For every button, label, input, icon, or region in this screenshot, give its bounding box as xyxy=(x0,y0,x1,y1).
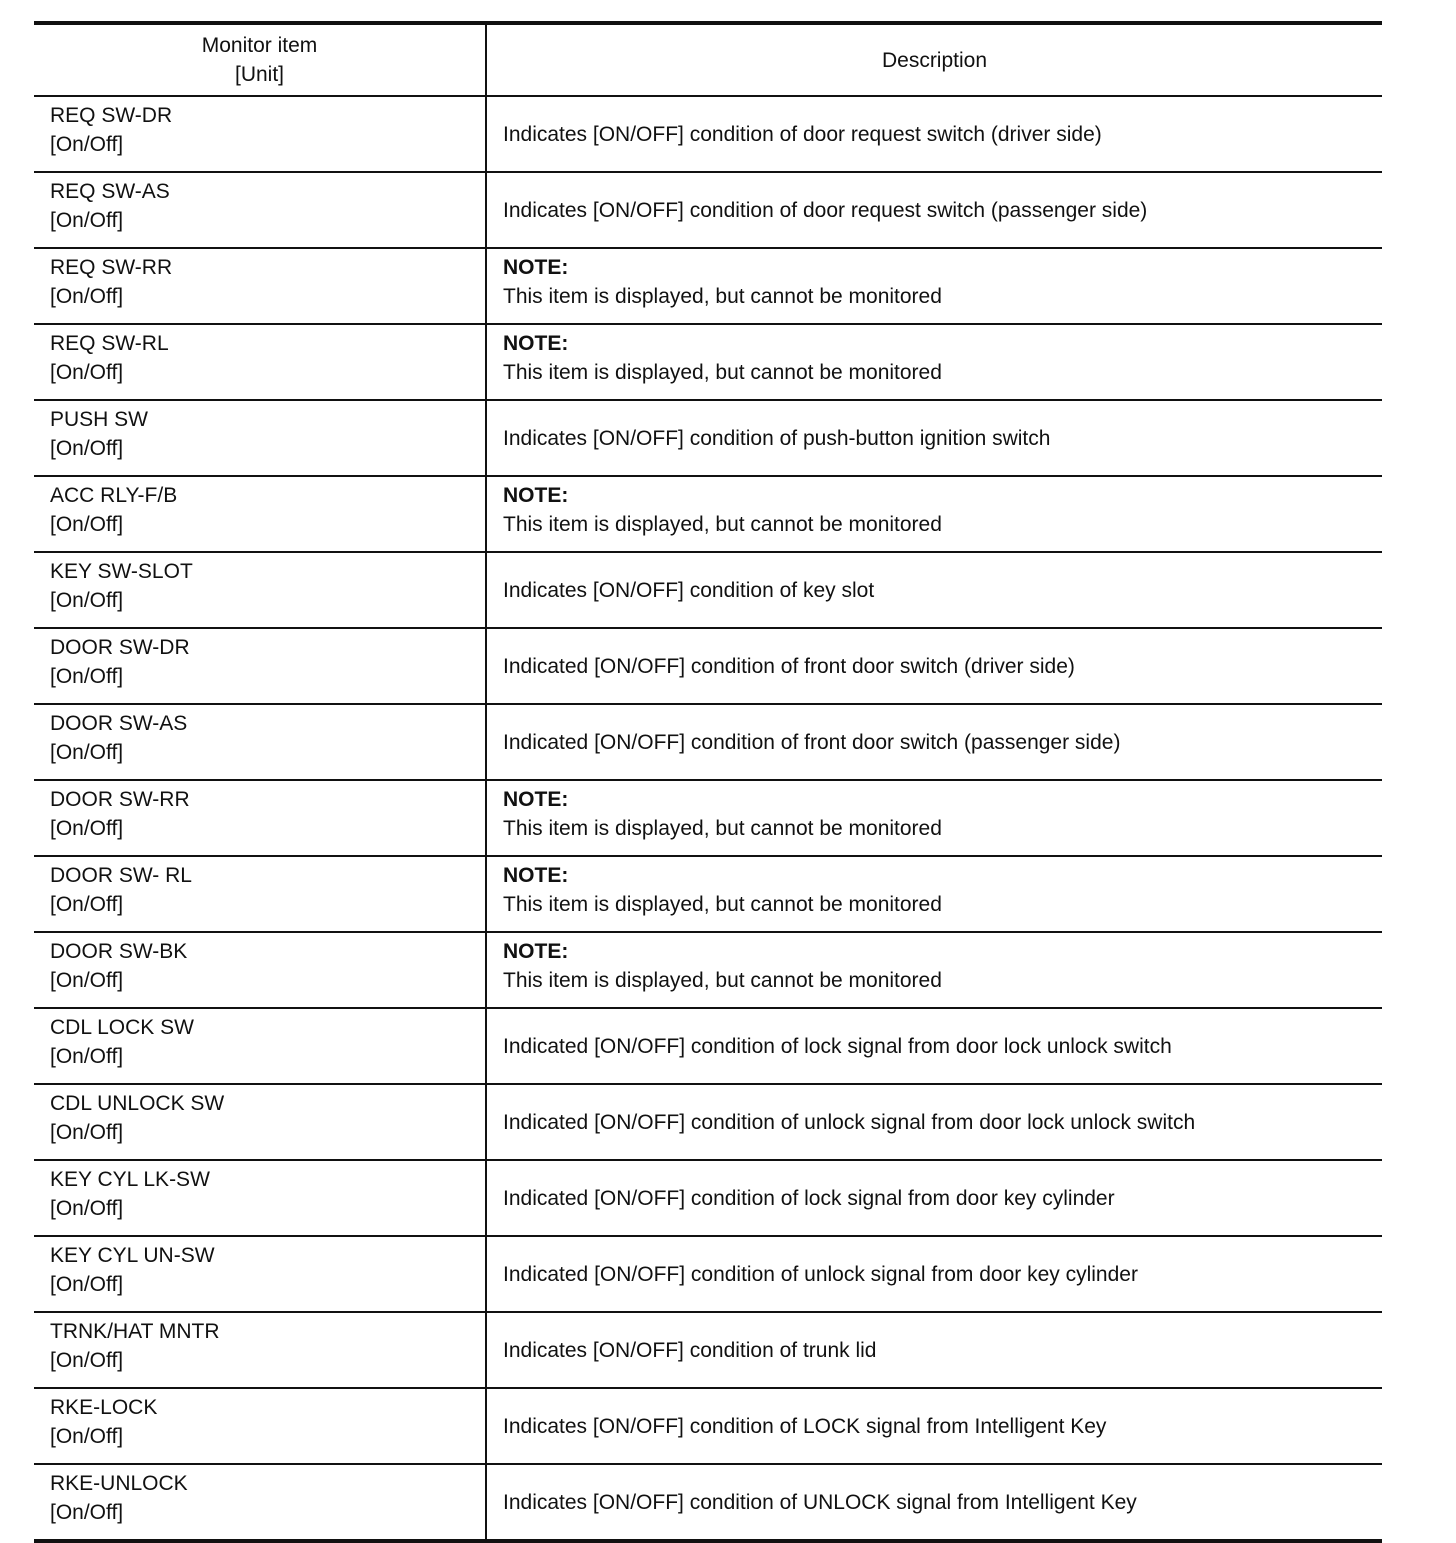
monitor-item-cell xyxy=(34,1160,486,1236)
description-text: Indicated [ON/OFF] condition of front door switch (passenger side) xyxy=(503,730,1121,754)
description-text: This item is displayed, but cannot be monitored xyxy=(503,513,942,536)
header-unit-label: [Unit] xyxy=(234,63,284,86)
monitor-item-name: DOOR SW-AS xyxy=(50,712,188,735)
monitor-item-name: REQ SW-RL xyxy=(50,332,169,355)
monitor-item-unit: [On/Off] xyxy=(50,1501,124,1524)
monitor-item-name: REQ SW-AS xyxy=(50,180,170,203)
monitor-item-name: DOOR SW- RL xyxy=(50,864,192,887)
monitor-item-table xyxy=(34,21,1382,1543)
monitor-item-name: REQ SW-RR xyxy=(50,256,173,279)
description-text: Indicated [ON/OFF] condition of unlock signal from door key cylinder xyxy=(503,1262,1138,1286)
table-row xyxy=(34,704,1382,780)
monitor-item-name: CDL UNLOCK SW xyxy=(50,1092,225,1115)
monitor-item-name: REQ SW-DR xyxy=(50,104,173,127)
monitor-item-cell xyxy=(34,476,486,552)
monitor-item-cell xyxy=(34,248,486,324)
description-cell xyxy=(486,1084,1382,1160)
description-cell xyxy=(486,932,1382,1008)
description-text: Indicates [ON/OFF] condition of key slot xyxy=(503,578,875,602)
description-cell xyxy=(486,704,1382,780)
monitor-item-name: CDL LOCK SW xyxy=(50,1016,194,1039)
monitor-item-cell xyxy=(34,400,486,476)
note-label: NOTE: xyxy=(503,484,569,507)
monitor-item-cell xyxy=(34,780,486,856)
monitor-item-cell xyxy=(34,96,486,172)
monitor-item-name: TRNK/HAT MNTR xyxy=(50,1320,220,1343)
monitor-item-cell xyxy=(34,172,486,248)
table-row xyxy=(34,628,1382,704)
monitor-item-cell xyxy=(34,1008,486,1084)
description-cell xyxy=(486,324,1382,400)
monitor-item-name: KEY CYL LK-SW xyxy=(50,1168,210,1191)
monitor-item-cell xyxy=(34,932,486,1008)
description-cell xyxy=(486,248,1382,324)
monitor-item-name: PUSH SW xyxy=(50,408,149,431)
description-cell xyxy=(486,780,1382,856)
monitor-item-name: ACC RLY-F/B xyxy=(50,484,178,507)
description-text: This item is displayed, but cannot be monitored xyxy=(503,969,942,992)
monitor-item-unit: [On/Off] xyxy=(50,209,124,232)
description-cell xyxy=(486,400,1382,476)
description-text: This item is displayed, but cannot be monitored xyxy=(503,817,942,840)
table-row xyxy=(34,780,1382,856)
description-cell xyxy=(486,1388,1382,1464)
header-monitor-item xyxy=(34,23,486,96)
note-label: NOTE: xyxy=(503,788,569,811)
table-row xyxy=(34,1388,1382,1464)
monitor-item-unit: [On/Off] xyxy=(50,817,124,840)
monitor-item-cell xyxy=(34,1464,486,1541)
table-row xyxy=(34,1008,1382,1084)
description-text: Indicates [ON/OFF] condition of LOCK signal from Intelligent Key xyxy=(503,1414,1107,1438)
monitor-item-cell xyxy=(34,324,486,400)
description-cell xyxy=(486,1236,1382,1312)
monitor-item-name: KEY CYL UN-SW xyxy=(50,1244,215,1267)
monitor-item-unit: [On/Off] xyxy=(50,513,124,536)
table-row xyxy=(34,400,1382,476)
table-row xyxy=(34,552,1382,628)
note-label: NOTE: xyxy=(503,256,569,279)
description-cell xyxy=(486,552,1382,628)
monitor-item-cell xyxy=(34,1084,486,1160)
monitor-item-unit: [On/Off] xyxy=(50,1197,124,1220)
description-text: Indicates [ON/OFF] condition of door request switch (passenger side) xyxy=(503,198,1148,222)
monitor-item-cell xyxy=(34,1312,486,1388)
description-text: Indicates [ON/OFF] condition of UNLOCK signal from Intelligent Key xyxy=(503,1490,1137,1514)
table-body xyxy=(34,96,1382,1541)
table-row xyxy=(34,1160,1382,1236)
monitor-item-unit: [On/Off] xyxy=(50,1349,124,1372)
monitor-item-name: RKE-UNLOCK xyxy=(50,1472,188,1495)
table-row xyxy=(34,1312,1382,1388)
table-row xyxy=(34,172,1382,248)
description-text: Indicates [ON/OFF] condition of door request switch (driver side) xyxy=(503,122,1102,146)
description-cell xyxy=(486,1464,1382,1541)
description-cell xyxy=(486,1008,1382,1084)
monitor-item-cell xyxy=(34,704,486,780)
monitor-item-unit: [On/Off] xyxy=(50,741,124,764)
monitor-item-name: DOOR SW-BK xyxy=(50,940,188,963)
monitor-item-cell xyxy=(34,1236,486,1312)
table-row xyxy=(34,856,1382,932)
note-label: NOTE: xyxy=(503,332,569,355)
monitor-item-unit: [On/Off] xyxy=(50,285,124,308)
monitor-item-name: DOOR SW-DR xyxy=(50,636,190,659)
table-row xyxy=(34,1236,1382,1312)
description-text: This item is displayed, but cannot be monitored xyxy=(503,361,942,384)
table-row xyxy=(34,1464,1382,1541)
monitor-item-unit: [On/Off] xyxy=(50,969,124,992)
description-cell xyxy=(486,476,1382,552)
table-row xyxy=(34,96,1382,172)
monitor-table-container xyxy=(34,21,1382,1543)
description-cell xyxy=(486,628,1382,704)
note-label: NOTE: xyxy=(503,864,569,887)
monitor-item-cell xyxy=(34,1388,486,1464)
monitor-item-cell xyxy=(34,552,486,628)
table-row xyxy=(34,324,1382,400)
description-text: Indicated [ON/OFF] condition of lock signal from door lock unlock switch xyxy=(503,1034,1172,1058)
monitor-item-unit: [On/Off] xyxy=(50,589,124,612)
description-cell xyxy=(486,856,1382,932)
description-text: Indicated [ON/OFF] condition of lock signal from door key cylinder xyxy=(503,1186,1115,1210)
description-text: Indicates [ON/OFF] condition of push-button ignition switch xyxy=(503,426,1051,450)
monitor-item-unit: [On/Off] xyxy=(50,437,124,460)
monitor-item-unit: [On/Off] xyxy=(50,665,124,688)
monitor-item-unit: [On/Off] xyxy=(50,1425,124,1448)
description-text: Indicates [ON/OFF] condition of trunk lid xyxy=(503,1338,877,1362)
monitor-item-unit: [On/Off] xyxy=(50,361,124,384)
monitor-item-unit: [On/Off] xyxy=(50,133,124,156)
note-label: NOTE: xyxy=(503,940,569,963)
header-description: Description xyxy=(486,23,1382,96)
description-cell xyxy=(486,96,1382,172)
monitor-item-unit: [On/Off] xyxy=(50,1273,124,1296)
table-row xyxy=(34,476,1382,552)
monitor-item-unit: [On/Off] xyxy=(50,893,124,916)
table-header-row xyxy=(34,23,1382,96)
monitor-item-name: DOOR SW-RR xyxy=(50,788,190,811)
monitor-item-name: RKE-LOCK xyxy=(50,1396,158,1419)
description-cell xyxy=(486,1312,1382,1388)
table-row xyxy=(34,1084,1382,1160)
description-text: This item is displayed, but cannot be monitored xyxy=(503,285,942,308)
monitor-item-cell xyxy=(34,856,486,932)
description-cell xyxy=(486,172,1382,248)
description-text: This item is displayed, but cannot be monitored xyxy=(503,893,942,916)
description-cell xyxy=(486,1160,1382,1236)
description-text: Indicated [ON/OFF] condition of front door switch (driver side) xyxy=(503,654,1075,678)
monitor-item-unit: [On/Off] xyxy=(50,1045,124,1068)
header-monitor-item-label: Monitor item xyxy=(201,34,318,57)
table-row xyxy=(34,932,1382,1008)
table-row xyxy=(34,248,1382,324)
monitor-item-cell xyxy=(34,628,486,704)
monitor-item-name: KEY SW-SLOT xyxy=(50,560,193,583)
description-text: Indicated [ON/OFF] condition of unlock signal from door lock unlock switch xyxy=(503,1110,1196,1134)
monitor-item-unit: [On/Off] xyxy=(50,1121,124,1144)
